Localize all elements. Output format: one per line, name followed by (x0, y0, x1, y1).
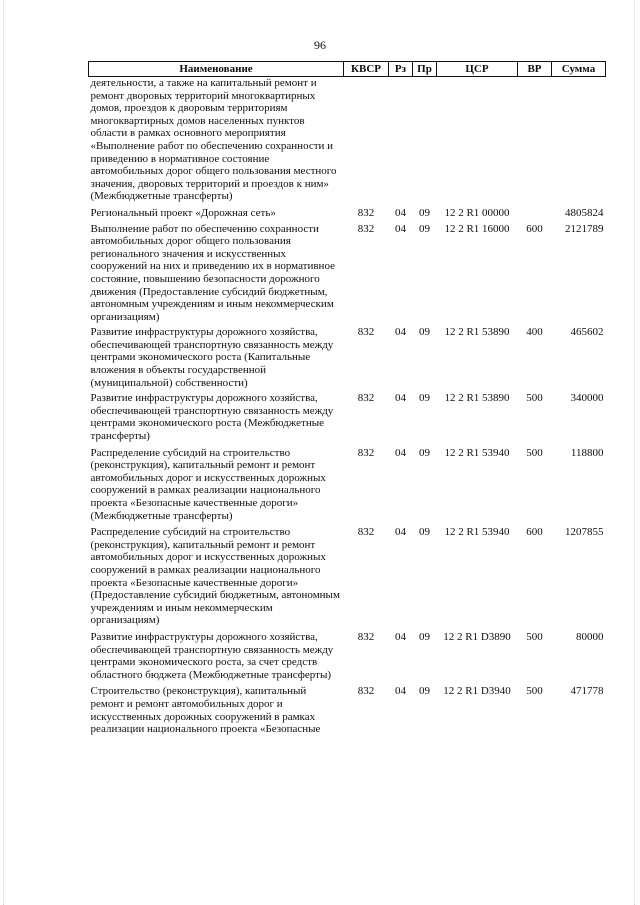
cell-rz: 04 (395, 206, 406, 219)
cell-rz: 04 (395, 222, 406, 235)
cell-kvsr: 832 (357, 630, 375, 643)
cell-sum: 118800 (570, 446, 604, 459)
left-scan-edge (3, 0, 5, 905)
cell-name: Развитие инфраструктуры дорожного хозяйства, обеспечивающей транспортную связанность между центрами экономического роста (Капитальные вложения в объекты государственной (муниципальной) собственности) (90, 326, 334, 389)
cell-vr: 400 (526, 326, 543, 339)
cell-csr: 12 2 R1 53940 (444, 446, 510, 459)
cell-kvsr: 832 (357, 392, 375, 405)
cell-vr: 600 (526, 222, 543, 235)
table-row (89, 77, 606, 203)
table-row (89, 443, 606, 523)
cell-pr (413, 77, 437, 203)
cell-rz: 04 (395, 392, 406, 405)
cell-pr: 09 (419, 685, 430, 698)
cell-kvsr: 832 (357, 526, 375, 539)
table-row (89, 627, 606, 681)
cell-vr: 500 (526, 685, 543, 698)
table-row (89, 389, 606, 442)
cell-sum: 471778 (570, 685, 604, 698)
header-csr: ЦСР (437, 62, 518, 77)
cell-rz: 04 (395, 526, 406, 539)
table-row (89, 681, 606, 735)
cell-vr: 500 (526, 446, 543, 459)
table-row (89, 203, 606, 220)
cell-sum: 4805824 (565, 206, 604, 219)
cell-pr: 09 (419, 222, 430, 235)
cell-kvsr: 832 (357, 206, 375, 219)
table-row (89, 323, 606, 389)
budget-table (88, 61, 606, 736)
cell-csr: 12 2 R1 53890 (444, 326, 510, 339)
header-rz: Рз (389, 62, 413, 77)
cell-kvsr: 832 (357, 222, 375, 235)
cell-rz: 04 (395, 326, 406, 339)
cell-kvsr: 832 (357, 326, 375, 339)
cell-csr: 12 2 R1 D3940 (443, 685, 511, 698)
right-scan-edge (634, 0, 636, 905)
cell-rz (389, 77, 413, 203)
cell-pr: 09 (419, 206, 430, 219)
cell-kvsr (344, 77, 389, 203)
cell-name: Развитие инфраструктуры дорожного хозяйства, обеспечивающей транспортную связанность между центрами экономического роста, за счет средств областного бюджета (Межбюджетные трансферты) (90, 630, 334, 681)
cell-sum: 465602 (570, 326, 604, 339)
cell-name: Региональный проект «Дорожная сеть» (90, 206, 276, 219)
cell-kvsr: 832 (357, 446, 375, 459)
cell-name: Строительство (реконструкция), капитальный ремонт и ремонт автомобильных дорог и искусственных дорожных сооружений в рамках реализации национального проекта «Безопасные (90, 685, 321, 736)
table-row (89, 220, 606, 324)
cell-name: Развитие инфраструктуры дорожного хозяйства, обеспечивающей транспортную связанность между центрами экономического роста (Межбюджетные трансферты) (90, 392, 334, 443)
cell-name: Распределение субсидий на строительство (реконструкция), капитальный ремонт и ремонт автомобильных дорог и искусственных дорожных сооружений в рамках реализации национального проекта «Безопасные качественные дороги» (Межбюджетные трансферты) (90, 446, 326, 522)
cell-pr: 09 (419, 392, 430, 405)
cell-vr: 600 (526, 526, 543, 539)
table-row (89, 522, 606, 627)
table-header (89, 62, 606, 77)
cell-csr: 12 2 R1 D3890 (443, 630, 511, 643)
cell-name: деятельности, а также на капитальный ремонт и ремонт дворовых территорий многоквартирных домов, проездов к дворовым территориям многоквартирных домов населенных пунктов области в рамках основного мероприятия «Выполнение работ по обеспечению сохранности и приведению в нормативное состояние автомобильных дорог общего пользования местного значения, дворовых территорий и проездов к ним» (Межбюджетные трансферты) (90, 77, 337, 203)
table-body (89, 77, 606, 736)
cell-pr: 09 (419, 446, 430, 459)
cell-csr: 12 2 R1 16000 (444, 222, 510, 235)
cell-pr: 09 (419, 526, 430, 539)
cell-pr: 09 (419, 630, 430, 643)
header-vr: ВР (518, 62, 552, 77)
cell-rz: 04 (395, 685, 406, 698)
header-sum: Сумма (552, 62, 606, 77)
cell-sum: 340000 (570, 392, 604, 405)
cell-sum: 80000 (576, 630, 604, 643)
cell-vr (518, 77, 552, 203)
cell-vr: 500 (526, 392, 543, 405)
cell-name: Распределение субсидий на строительство (реконструкция), капитальный ремонт и ремонт автомобильных дорог и искусственных дорожных сооружений в рамках реализации национального проекта «Безопасные качественные дороги» (Предоставление субсидий бюджетным, автономным учреждениям и иным некоммерческим организациям) (90, 526, 340, 627)
cell-sum: 1207855 (565, 526, 604, 539)
cell-kvsr: 832 (357, 685, 375, 698)
header-kvsr: КВСР (344, 62, 389, 77)
cell-name: Выполнение работ по обеспечению сохранности автомобильных дорог общего пользования регионального значения и искусственных сооружений на них и приведению их в нормативное состояние, повышению безопасности дорожного движения (Предоставление субсидий бюджетным, автономным учреждениям и иным некоммерческим организациям) (90, 222, 335, 323)
cell-csr: 12 2 R1 53940 (444, 526, 510, 539)
cell-sum (552, 77, 606, 203)
cell-rz: 04 (395, 446, 406, 459)
cell-vr: 500 (526, 630, 543, 643)
cell-vr (518, 203, 552, 220)
header-pr: Пр (413, 62, 437, 77)
cell-rz: 04 (395, 630, 406, 643)
cell-csr: 12 2 R1 00000 (444, 206, 510, 219)
cell-csr: 12 2 R1 53890 (444, 392, 510, 405)
header-name: Наименование (89, 62, 344, 77)
page-number: 96 (314, 38, 326, 52)
cell-csr (437, 77, 518, 203)
cell-pr: 09 (419, 326, 430, 339)
cell-sum: 2121789 (565, 222, 604, 235)
